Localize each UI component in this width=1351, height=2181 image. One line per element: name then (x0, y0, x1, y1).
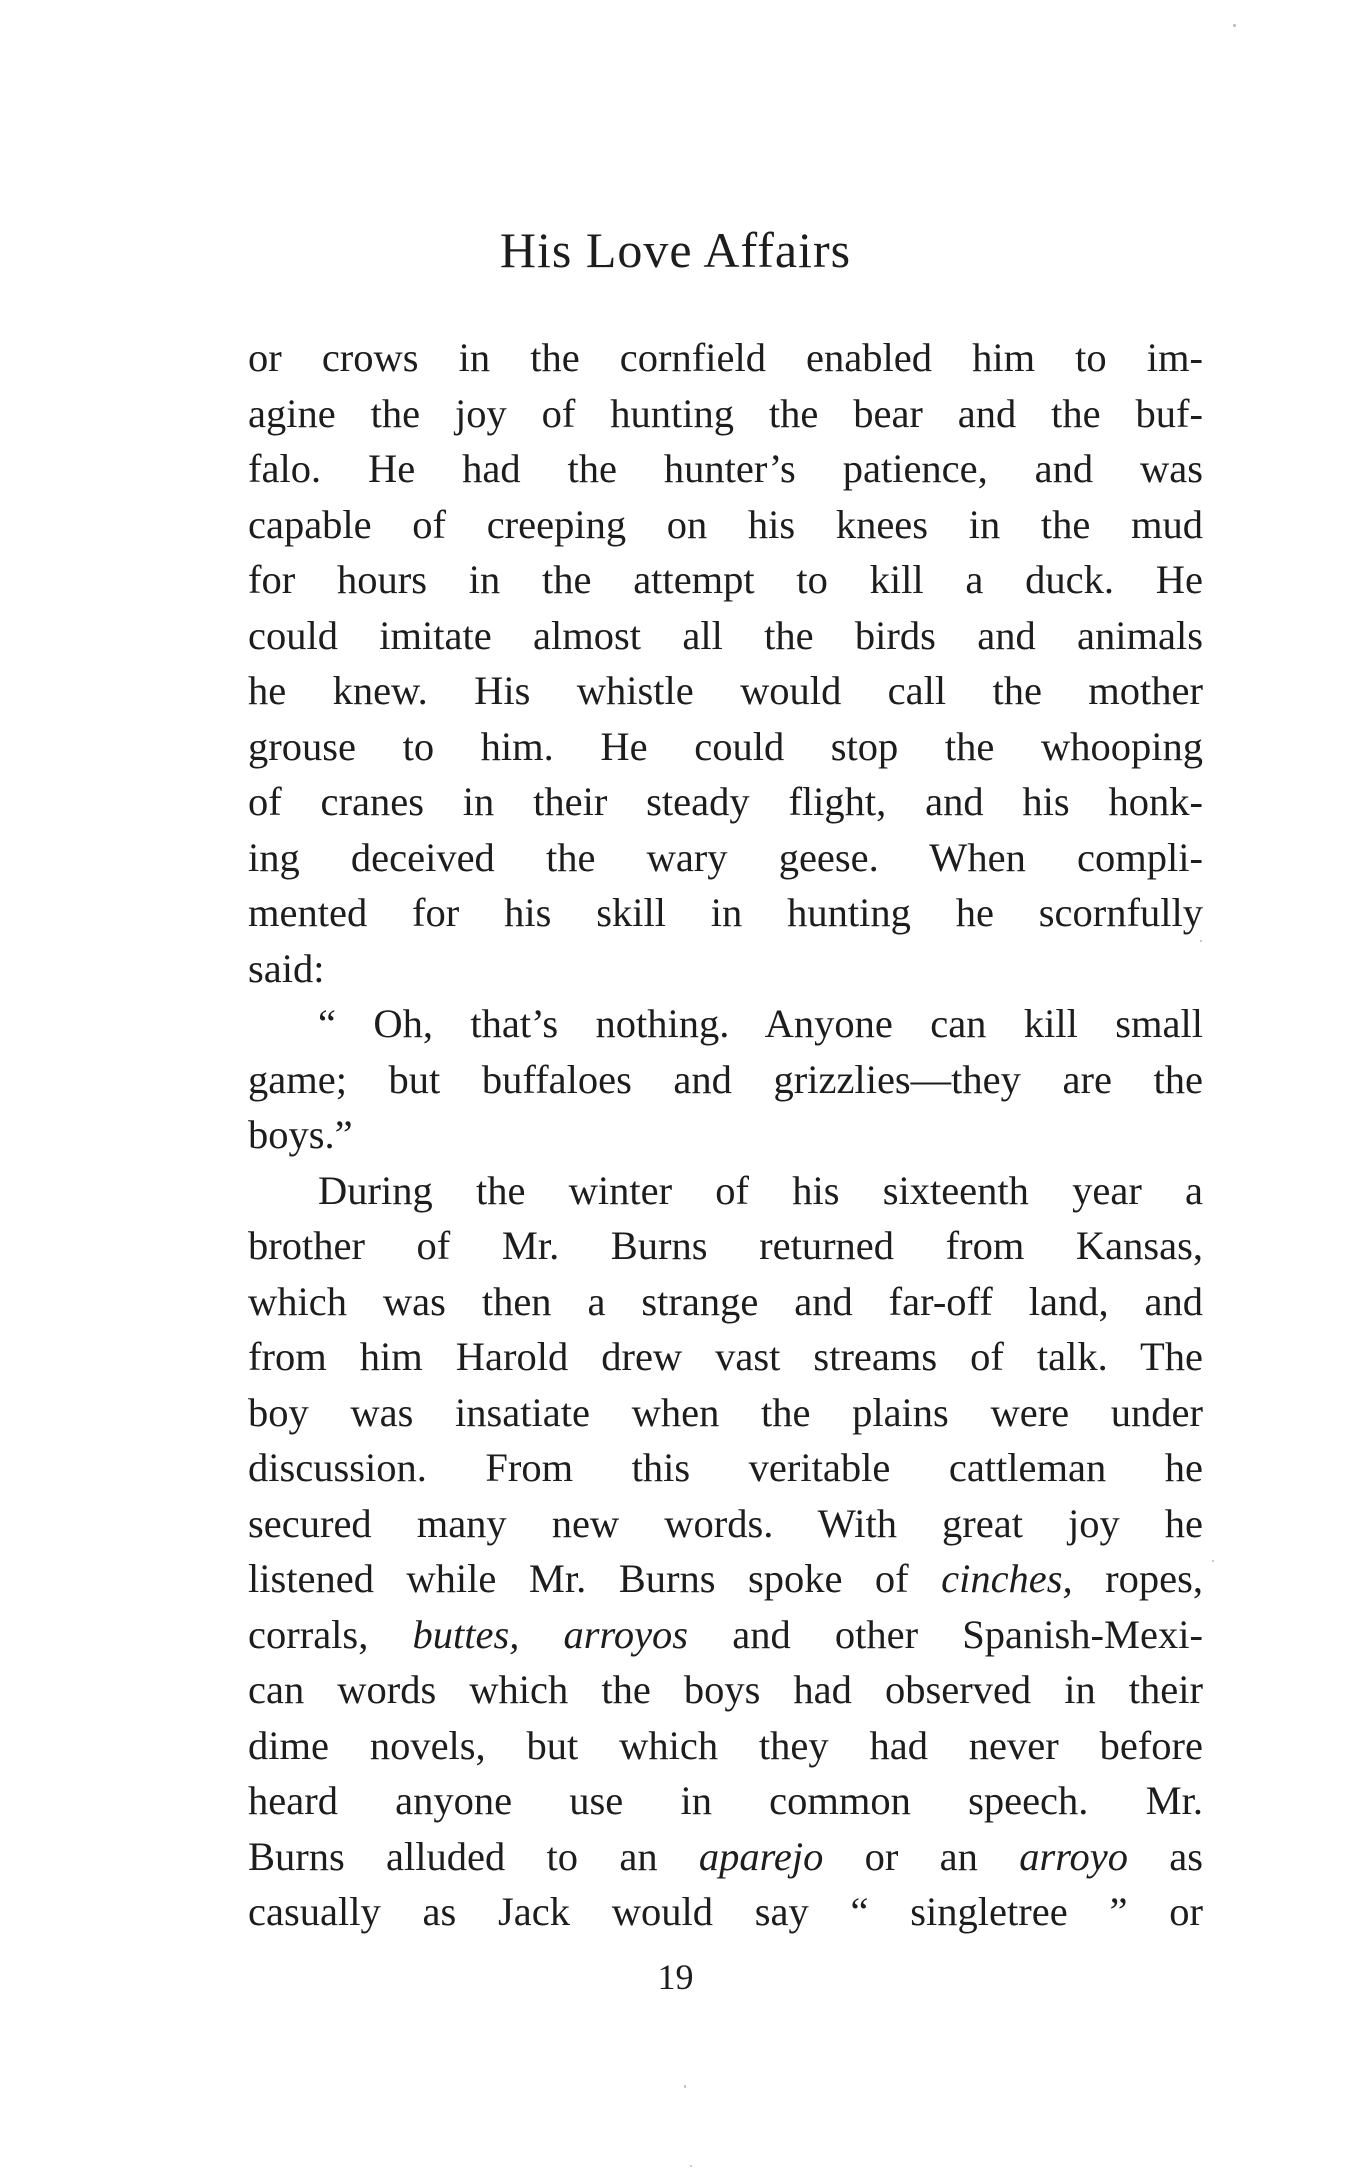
text-line: grouse to him. He could stop the whooping (248, 723, 1203, 769)
text-line: casually as Jack would say “ singletree ” or (248, 1889, 1203, 1934)
italic-word: arroyo (1019, 1833, 1128, 1879)
line-text: corrals, (248, 1611, 413, 1657)
line-text (519, 1612, 563, 1657)
paper-speck (1233, 24, 1236, 27)
text-line: of cranes in their steady flight, and his honk- (248, 779, 1203, 824)
paper-speck (684, 2085, 686, 2088)
line-text: ropes, (1072, 1556, 1203, 1601)
paper-speck (1212, 1560, 1214, 1562)
running-head: His Love Affairs (499, 222, 852, 278)
text-line: secured many new words. With great joy he (248, 1500, 1203, 1546)
italic-word: cinches, (941, 1556, 1073, 1601)
text-line: boys.” (248, 1112, 353, 1157)
text-line: can words which the boys had observed in their (248, 1667, 1203, 1712)
text-line: ing deceived the wary geese. When compli- (248, 834, 1203, 880)
text-line: discussion. From this veritable cattleman he (248, 1445, 1203, 1490)
text-line: could imitate almost all the birds and animals (248, 612, 1203, 658)
text-line (248, 1607, 1203, 1663)
italic-word: buttes, (412, 1611, 520, 1657)
text-line: dime novels, but which they had never before (248, 1722, 1203, 1768)
paper-speck (1200, 940, 1202, 942)
text-line: mented for his skill in hunting he scornfully (248, 890, 1203, 935)
paper-speck (690, 2165, 692, 2167)
line-text: or an (823, 1833, 1020, 1879)
text-line (248, 1829, 1203, 1885)
line-text: listened while Mr. Burns spoke of (248, 1556, 942, 1601)
line-text: Burns alluded to an (248, 1833, 699, 1879)
text-line: which was then a strange and far-off land, and (248, 1278, 1203, 1324)
line-text: and other Spanish-Mexi- (688, 1611, 1203, 1657)
text-line: boy was insatiate when the plains were under (248, 1389, 1203, 1435)
text-line: game; but buffaloes and grizzlies—they are the (248, 1056, 1203, 1102)
text-line: from him Harold drew vast streams of talk. The (248, 1334, 1203, 1379)
text-line: or crows in the cornfield enabled him to im- (248, 335, 1203, 380)
text-line: falo. He had the hunter’s patience, and was (248, 446, 1203, 491)
body-text (248, 330, 1203, 1940)
text-line: for hours in the attempt to kill a duck. He (248, 557, 1203, 602)
text-line: he knew. His whistle would call the mother (248, 668, 1203, 713)
text-line: “ Oh, that’s nothing. Anyone can kill small (318, 1001, 1203, 1046)
text-line: brother of Mr. Burns returned from Kansas, (248, 1223, 1203, 1268)
page-number: 19 (657, 1957, 694, 1997)
italic-word: aparejo (698, 1833, 824, 1879)
text-line: agine the joy of hunting the bear and the buf- (248, 390, 1203, 436)
text-line: capable of creeping on his knees in the mud (248, 501, 1203, 547)
text-line: heard anyone use in common speech. Mr. (248, 1778, 1203, 1823)
text-line: said: (248, 945, 325, 991)
italic-word: arroyos (563, 1611, 689, 1657)
line-text: as (1127, 1833, 1203, 1879)
text-line (248, 1551, 1203, 1607)
text-line: During the winter of his sixteenth year a (318, 1167, 1203, 1213)
